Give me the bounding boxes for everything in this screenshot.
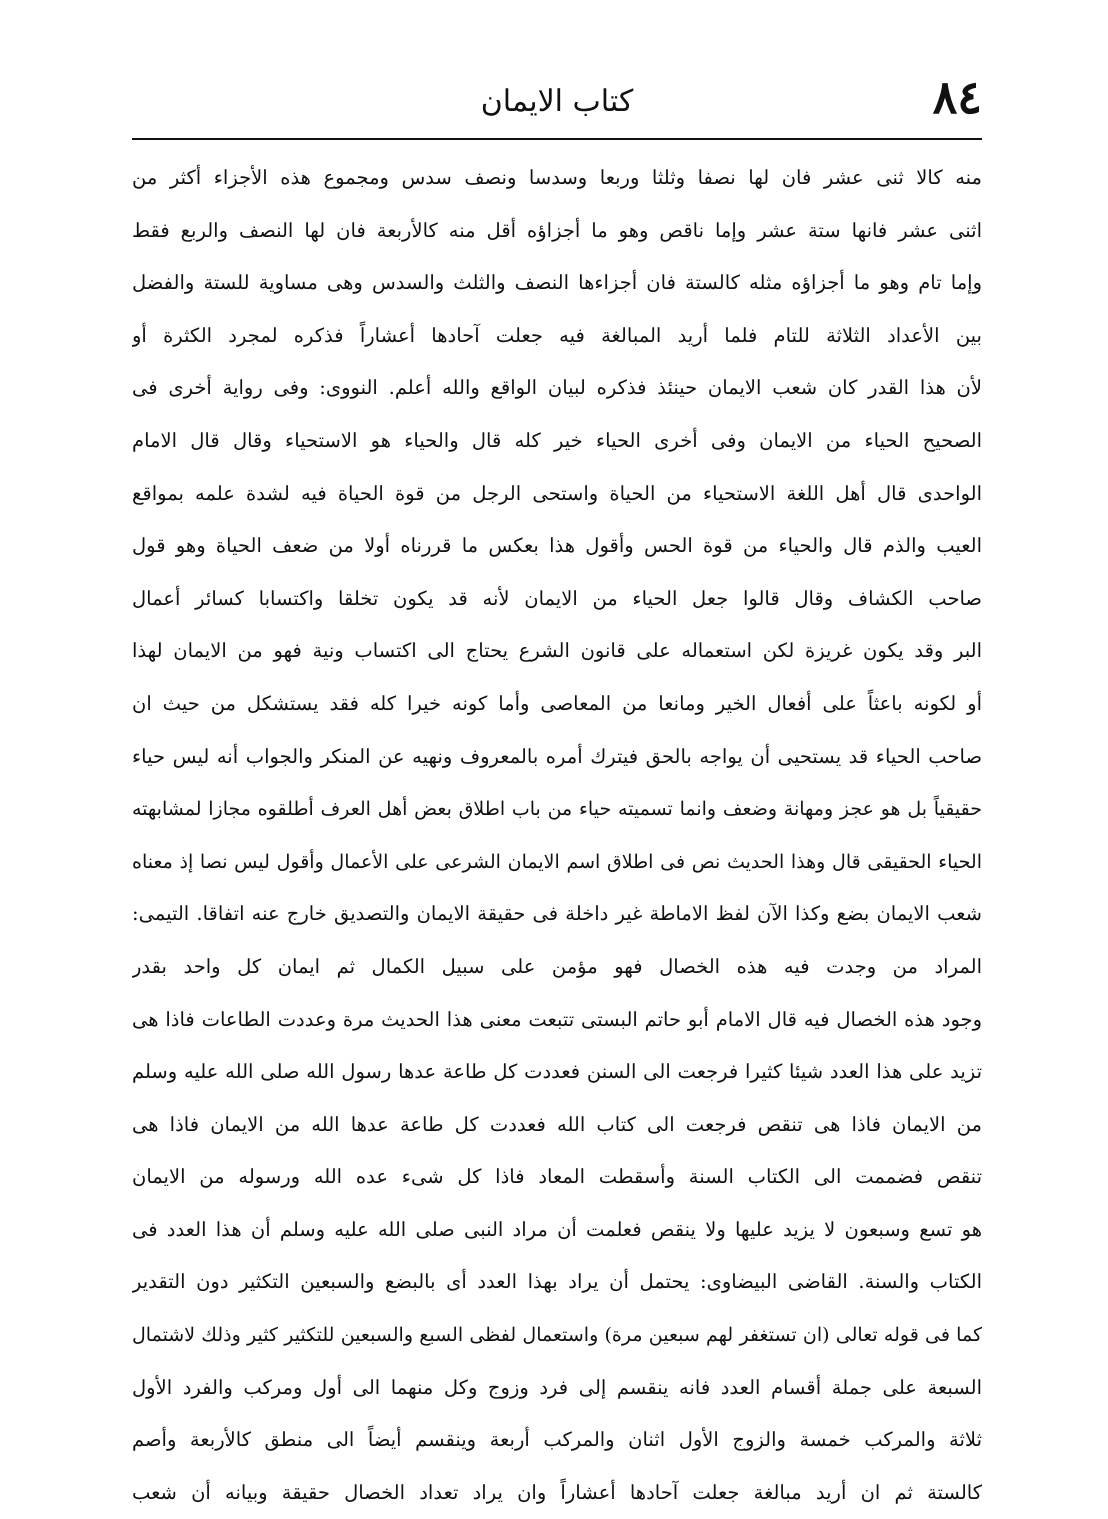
text-line: العيب والذم قال والحياء من قوة الحس وأقول هذا بعكس ما قررناه أولا من ضعف الحياة وهو قول xyxy=(132,534,982,558)
text-line: المراد من وجدت فيه هذه الخصال فهو مؤمن على سبيل الكمال ثم ايمان كل واحد بقدر xyxy=(132,954,982,978)
text-line: وإما تام وهو ما أجزاؤه مثله كالستة فان أجزاءها النصف والثلث والسدس وهى مساوية للستة والفضل xyxy=(132,271,982,295)
text-line: تزيد على هذا العدد شيئا كثيرا فرجعت الى السنن فعددت كل طاعة عدها رسول الله صلى الله عليه وسلم xyxy=(132,1060,982,1084)
header-rule xyxy=(132,138,982,140)
text-line: صاحب الكشاف وقال قالوا جعل الحياء من الايمان لأنه قد يكون تخلقا واكتسابا كسائر أعمال xyxy=(132,586,982,610)
text-line: ثلاثة والمركب خمسة والزوج الأول اثنان والمركب أربعة وينقسم أيضاً الى منطق كالأربعة وأصم xyxy=(132,1428,982,1452)
text-line: هو تسع وسبعون لا يزيد عليها ولا ينقص فعلمت أن مراد النبى صلى الله عليه وسلم أن هذا العدد فى xyxy=(132,1217,982,1241)
text-line: البر وقد يكون غريزة لكن استعماله على قانون الشرع يحتاج الى اكتساب ونية فهو من الايمان لهذا xyxy=(132,639,982,663)
text-line: حقيقياً بل هو عجز ومهانة وضعف وانما تسميته حياء من باب اطلاق بعض أهل العرف أطلقوه مجازا لمشابهته xyxy=(132,798,982,821)
text-line: لأن هذا القدر كان شعب الايمان حينئذ فذكره لبيان الواقع والله أعلم. النووى: وفى رواية أخرى فى xyxy=(132,376,982,400)
text-line: صاحب الحياء قد يستحيى أن يواجه بالحق فيترك أمره بالمعروف ونهيه عن المنكر والجواب أنه ليس حياء xyxy=(132,744,982,768)
text-line: الكتاب والسنة. القاضى البيضاوى: يحتمل أن يراد بهذا العدد أى بالبضع والسبعين التكثير دون التقدير xyxy=(132,1270,982,1294)
text-line: شعب الايمان بضع وكذا الآن لفظ الاماطة غير داخلة فى حقيقة الايمان والتصديق خارج عنه اتفاقا. التيمى: xyxy=(132,902,982,926)
page-header xyxy=(132,70,982,138)
text-line: بين الأعداد الثلاثة للتام فلما أريد المبالغة فيه جعلت آحادها أعشاراً فذكره لمجرد الكثرة أو xyxy=(132,323,982,347)
text-line: اثنى عشر فانها ستة عشر وإما ناقص وهو ما أجزاؤه أقل منه كالأربعة فان لها النصف والربع فقط xyxy=(132,218,982,242)
text-line: كما فى قوله تعالى (ان تستغفر لهم سبعين مرة) واستعمال لفظى السبع والسبعين للتكثير كثير وذلك لاشتمال xyxy=(132,1324,982,1347)
text-line: الصحيح الحياء من الايمان وفى أخرى الحياء خير كله قال والحياء هو الاستحياء وقال قال الامام xyxy=(132,428,982,452)
text-line: وجود هذه الخصال فيه قال الامام أبو حاتم البستى تتبعت معنى هذا الحديث مرة وعددت الطاعات فاذا هى xyxy=(132,1007,982,1031)
text-line: السبعة على جملة أقسام العدد فانه ينقسم إلى فرد وزوج وكل منهما الى أول ومركب والفرد الأول xyxy=(132,1375,982,1399)
book-title: كتاب الايمان xyxy=(480,84,634,119)
text-line: تنقص فضممت الى الكتاب السنة وأسقطت المعاد فاذا كل شىء عده الله ورسوله من الايمان xyxy=(132,1165,982,1189)
text-line: الواحدى قال أهل اللغة الاستحياء من الحياة واستحى الرجل من قوة الحياة فيه لشدة علمه بمواقع xyxy=(132,481,982,505)
text-line: من الايمان فاذا هى تنقص فرجعت الى كتاب الله فعددت كل طاعة عدها الله من الايمان فاذا هى xyxy=(132,1112,982,1136)
body-text xyxy=(132,152,982,1519)
text-line: الحياء الحقيقى قال وهذا الحديث نص فى اطلاق اسم الايمان الشرعى على الأعمال وأقول ليس نصا إذ معناه xyxy=(132,850,982,873)
text-line: كالستة ثم ان أريد مبالغة جعلت آحادها أعشاراً وان يراد تعداد الخصال حقيقة وبيانه أن شعب xyxy=(132,1480,982,1504)
text-line: منه كالا ثنى عشر فان لها نصفا وثلثا وربعا وسدسا ونصف سدس ومجموع هذه الأجزاء أكثر من xyxy=(132,166,982,189)
text-line: أو لكونه باعثاً على أفعال الخير ومانعا من المعاصى وأما كونه خيرا كله فقد يستشكل من حيث ان xyxy=(132,691,982,715)
page-number: ٨٤ xyxy=(932,70,982,124)
